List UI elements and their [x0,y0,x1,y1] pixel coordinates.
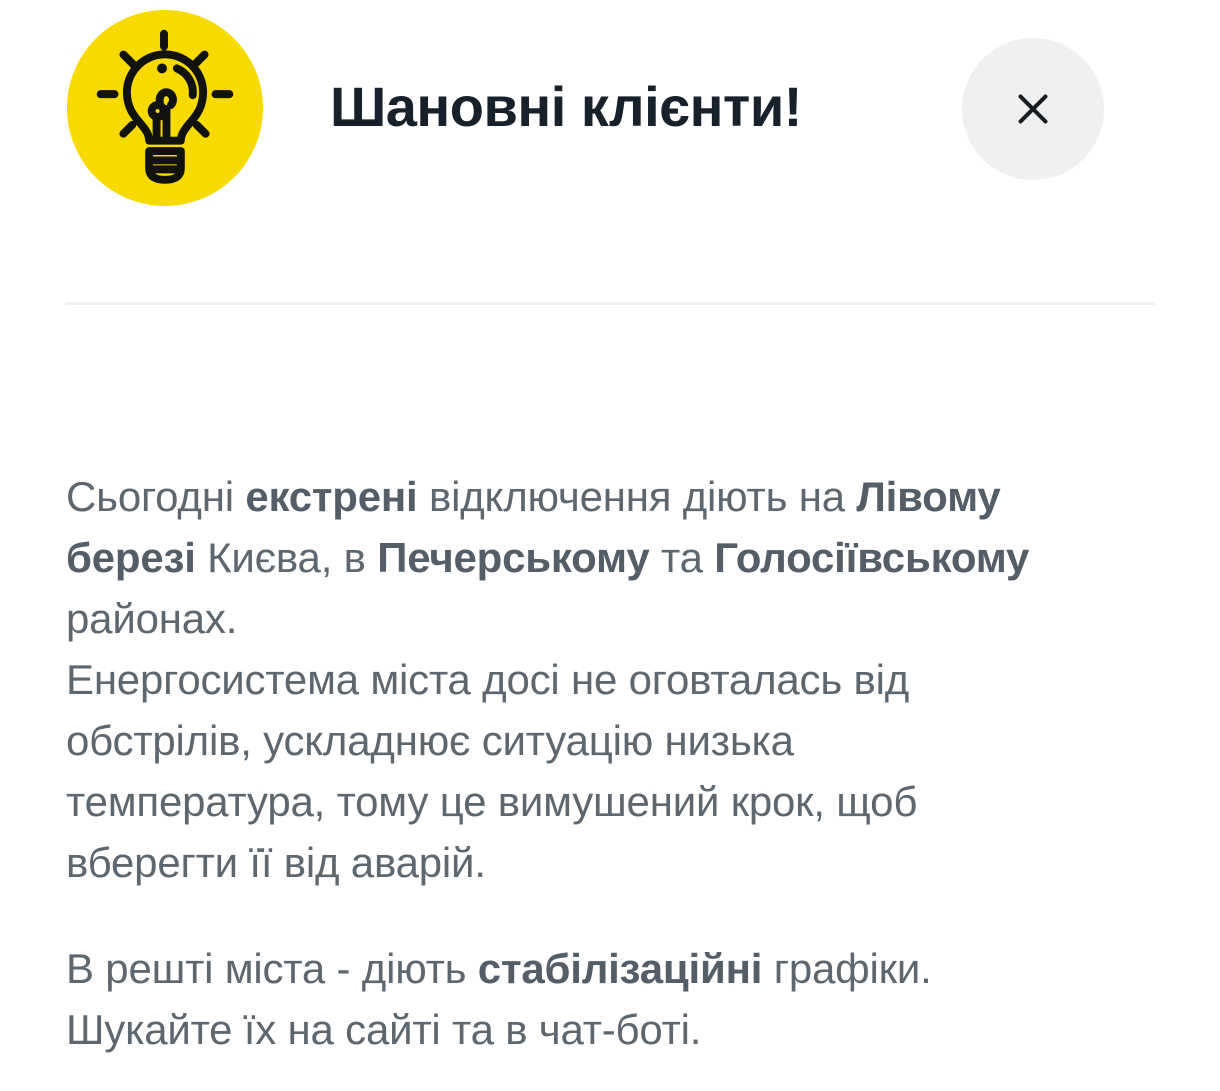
paragraph [66,466,1160,893]
text-line: Енергосистема міста досі не оговталась від [66,656,910,703]
text-line: вберегти її від аварій. [66,839,486,886]
text-line: В решті міста - діють стабілізаційні графіки. [66,945,932,992]
modal-header [0,0,1220,215]
paragraph [66,938,1160,1060]
modal-body [66,466,1160,1060]
header-divider [65,302,1155,305]
text-line: березі Києва, в Печерському та Голосіївському [66,534,1030,581]
text-line: Шукайте їх на сайті та в чат-боті. [66,1006,702,1053]
text-line: обстрілів, ускладнює ситуацію низька [66,717,794,764]
text-line: районах. [66,595,238,642]
text-line: Сьогодні екстрені відключення діють на Лівому [66,473,1001,520]
close-icon [1010,86,1056,132]
close-button[interactable] [962,38,1104,180]
lightbulb-icon [66,9,264,207]
modal-title: Шановні клієнти! [330,75,802,138]
text-line: температура, тому це вимушений крок, щоб [66,778,918,825]
